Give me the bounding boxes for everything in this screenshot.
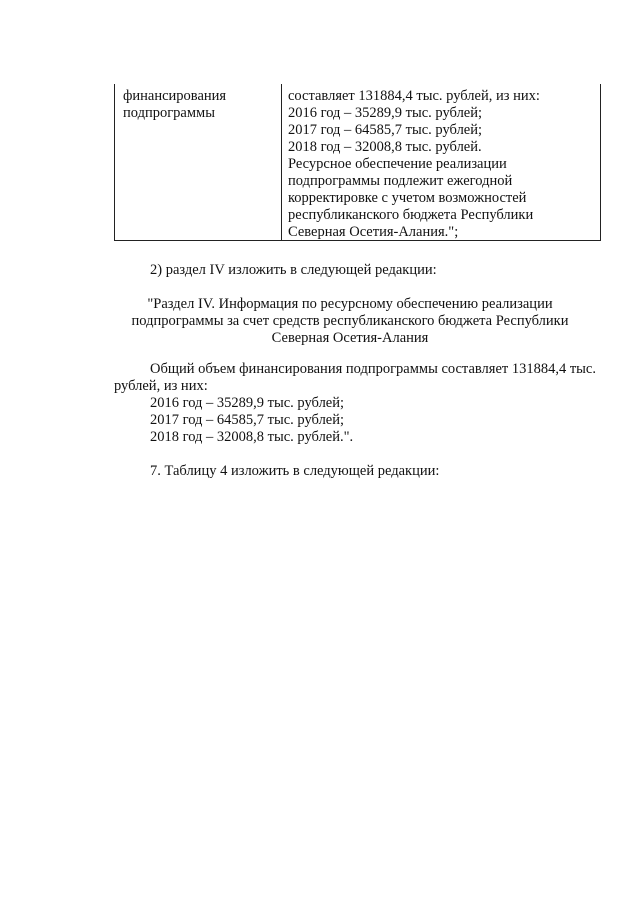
table-cell-label bbox=[123, 88, 278, 122]
table-right-line: составляет 131884,4 тыс. рублей, из них: bbox=[288, 88, 540, 104]
table-right-line: подпрограммы подлежит ежегодной bbox=[288, 173, 513, 189]
section-heading-line-1: "Раздел IV. Информация по ресурсному обеспечению реализации bbox=[147, 296, 553, 312]
table-right-line: Северная Осетия-Алания."; bbox=[288, 224, 459, 240]
year-2017-line: 2017 год – 64585,7 тыс. рублей; bbox=[150, 412, 345, 428]
body-paragraph-line-1: Общий объем финансирования подпрограммы составляет 131884,4 тыс. bbox=[150, 361, 596, 377]
item-2-paragraph: 2) раздел IV изложить в следующей редакции: bbox=[150, 262, 437, 278]
item-7-paragraph: 7. Таблицу 4 изложить в следующей редакции: bbox=[150, 463, 440, 479]
section-heading-line-2: подпрограммы за счет средств республиканского бюджета Республики bbox=[131, 313, 569, 329]
table-left-line: подпрограммы bbox=[123, 105, 215, 121]
table-right-line: республиканского бюджета Республики bbox=[288, 207, 534, 223]
year-2016-line: 2016 год – 35289,9 тыс. рублей; bbox=[150, 395, 345, 411]
table-right-line: 2017 год – 64585,7 тыс. рублей; bbox=[288, 122, 483, 138]
table-cell-value bbox=[288, 88, 598, 241]
table-column-divider bbox=[281, 84, 282, 240]
table-right-line: корректировке с учетом возможностей bbox=[288, 190, 527, 206]
table-right-line: 2018 год – 32008,8 тыс. рублей. bbox=[288, 139, 482, 155]
table-right-line: Ресурсное обеспечение реализации bbox=[288, 156, 507, 172]
funding-table bbox=[114, 84, 601, 241]
section-heading-line-3: Северная Осетия-Алания bbox=[271, 330, 429, 346]
body-paragraph-line-2: рублей, из них: bbox=[114, 378, 208, 394]
table-right-line: 2016 год – 35289,9 тыс. рублей; bbox=[288, 105, 483, 121]
table-left-line: финансирования bbox=[123, 88, 227, 104]
year-2018-line: 2018 год – 32008,8 тыс. рублей.". bbox=[150, 429, 354, 445]
